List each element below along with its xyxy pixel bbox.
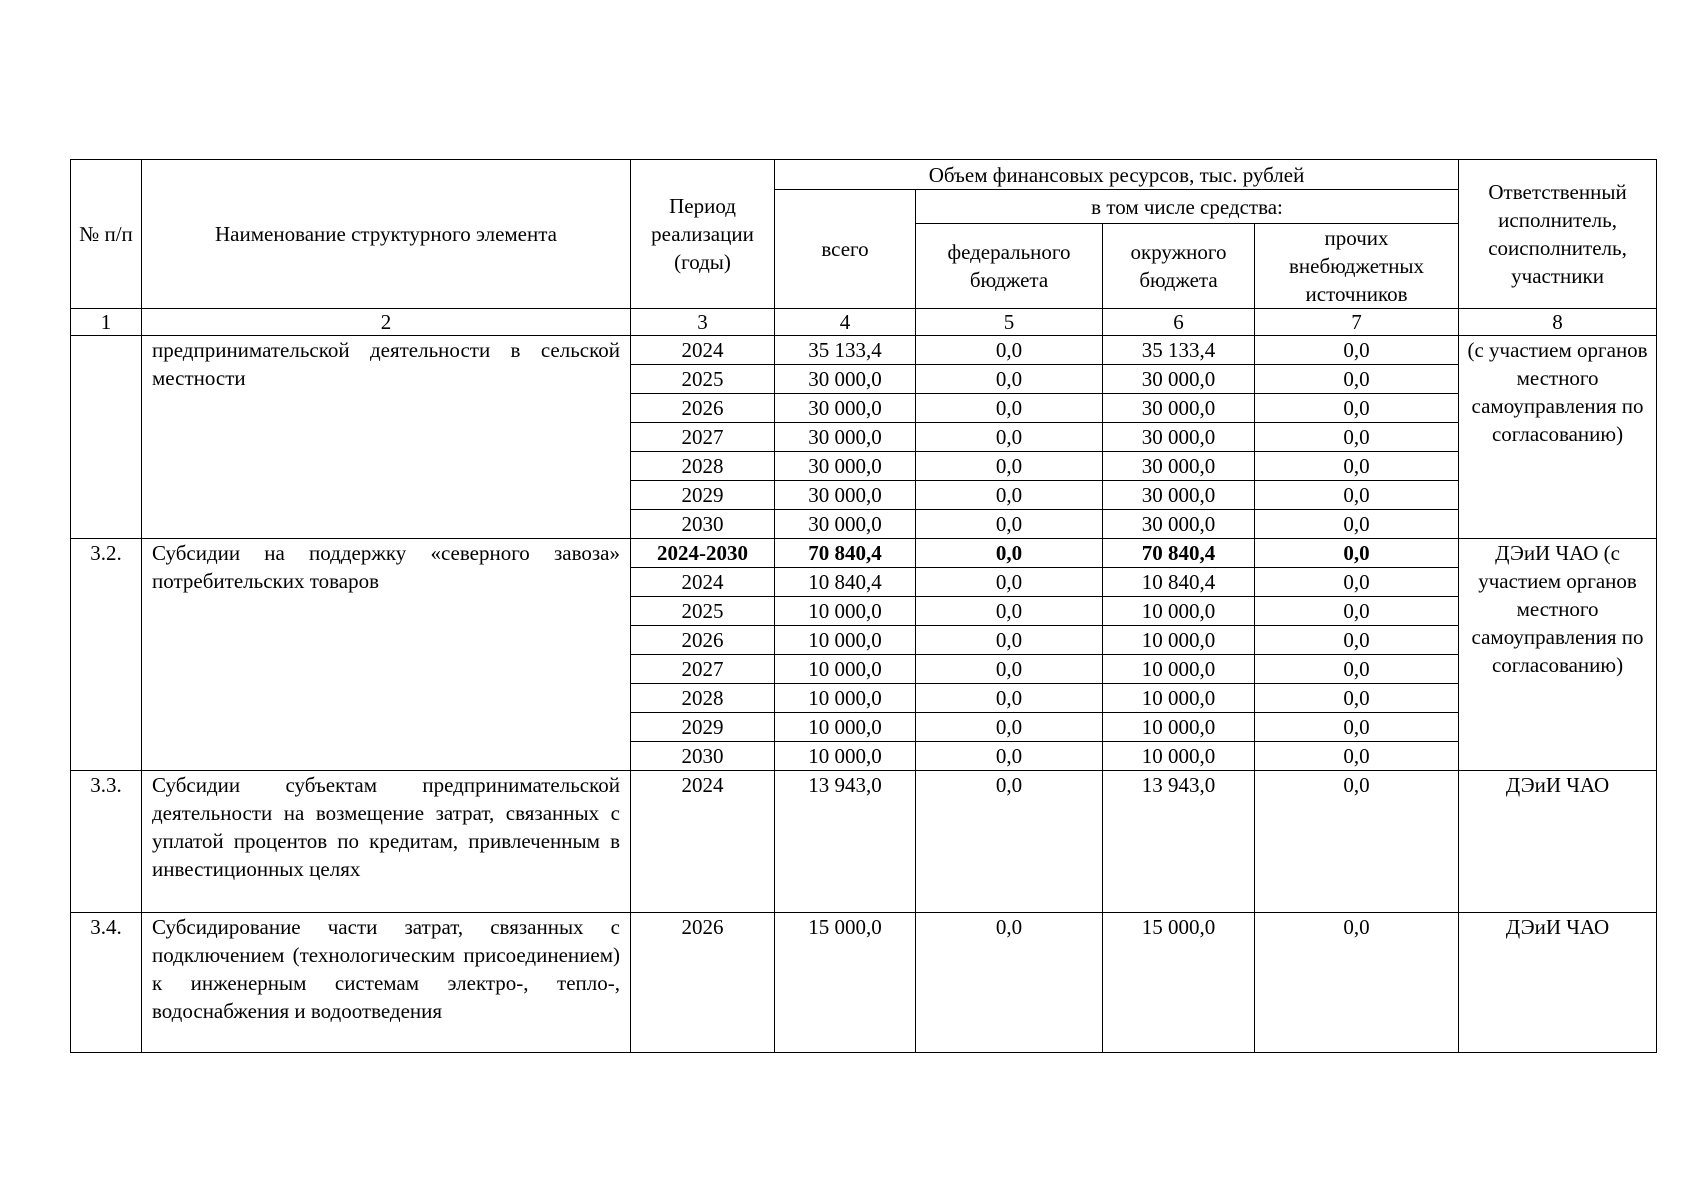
header-name: Наименование структурного элемента	[142, 160, 631, 309]
cell-federal: 0,0	[916, 684, 1103, 713]
cell-district: 30 000,0	[1103, 394, 1255, 423]
cell-other: 0,0	[1255, 655, 1459, 684]
cell-federal: 0,0	[916, 742, 1103, 771]
column-number: 6	[1103, 309, 1255, 336]
cell-other: 0,0	[1255, 423, 1459, 452]
cell-district: 10 840,4	[1103, 568, 1255, 597]
cell-federal: 0,0	[916, 655, 1103, 684]
cell-other: 0,0	[1255, 481, 1459, 510]
cell-period: 2026	[631, 913, 775, 1053]
header-total: всего	[775, 190, 916, 309]
column-number: 4	[775, 309, 916, 336]
cell-district: 10 000,0	[1103, 684, 1255, 713]
cell-other: 0,0	[1255, 713, 1459, 742]
element-name: Субсидирование части затрат, связанных с подключением (технологическим присоединением) к инженерным системам электро-, тепло-, водоснабжения и водоотведения	[142, 913, 631, 1053]
table-body	[71, 336, 1657, 1053]
column-number: 5	[916, 309, 1103, 336]
cell-district: 10 000,0	[1103, 626, 1255, 655]
cell-total: 10 000,0	[775, 597, 916, 626]
cell-district: 30 000,0	[1103, 365, 1255, 394]
cell-period: 2026	[631, 626, 775, 655]
column-number: 2	[142, 309, 631, 336]
cell-period: 2024	[631, 568, 775, 597]
row-number: 3.2.	[71, 539, 142, 771]
cell-district: 30 000,0	[1103, 423, 1255, 452]
responsible-executor: ДЭиИ ЧАО	[1459, 771, 1657, 913]
header-federal: федерального бюджета	[916, 224, 1103, 309]
element-name: предпринимательской деятельности в сельской местности	[142, 336, 631, 539]
cell-total: 10 000,0	[775, 626, 916, 655]
cell-federal: 0,0	[916, 771, 1103, 913]
cell-district: 10 000,0	[1103, 713, 1255, 742]
responsible-executor: ДЭиИ ЧАО	[1459, 913, 1657, 1053]
cell-federal: 0,0	[916, 510, 1103, 539]
row-number: 3.3.	[71, 771, 142, 913]
cell-period: 2030	[631, 510, 775, 539]
cell-total: 30 000,0	[775, 423, 916, 452]
cell-federal: 0,0	[916, 913, 1103, 1053]
cell-federal: 0,0	[916, 713, 1103, 742]
cell-district: 13 943,0	[1103, 771, 1255, 913]
cell-federal: 0,0	[916, 597, 1103, 626]
header-responsible: Ответственный исполнитель, соисполнитель, участники	[1459, 160, 1657, 309]
cell-other: 0,0	[1255, 365, 1459, 394]
cell-district: 30 000,0	[1103, 452, 1255, 481]
cell-total: 30 000,0	[775, 365, 916, 394]
cell-period: 2026	[631, 394, 775, 423]
cell-total: 10 000,0	[775, 684, 916, 713]
responsible-executor: ДЭиИ ЧАО (с участием органов местного самоуправления по согласованию)	[1459, 539, 1657, 771]
header-num: № п/п	[71, 160, 142, 309]
cell-period: 2024	[631, 336, 775, 365]
header-including: в том числе средства:	[916, 190, 1459, 224]
column-number: 1	[71, 309, 142, 336]
table-row	[71, 771, 1657, 913]
cell-other: 0,0	[1255, 452, 1459, 481]
cell-district: 15 000,0	[1103, 913, 1255, 1053]
cell-total: 30 000,0	[775, 452, 916, 481]
column-numbers-row	[71, 309, 1657, 336]
cell-total: 10 000,0	[775, 655, 916, 684]
cell-federal: 0,0	[916, 481, 1103, 510]
cell-other: 0,0	[1255, 771, 1459, 913]
header-period: Период реализации (годы)	[631, 160, 775, 309]
cell-district: 30 000,0	[1103, 481, 1255, 510]
financing-table	[70, 159, 1657, 1053]
cell-period: 2024	[631, 771, 775, 913]
cell-federal: 0,0	[916, 568, 1103, 597]
cell-federal: 0,0	[916, 626, 1103, 655]
cell-other: 0,0	[1255, 539, 1459, 568]
cell-federal: 0,0	[916, 423, 1103, 452]
cell-federal: 0,0	[916, 394, 1103, 423]
cell-federal: 0,0	[916, 539, 1103, 568]
cell-period: 2025	[631, 597, 775, 626]
cell-federal: 0,0	[916, 365, 1103, 394]
cell-other: 0,0	[1255, 336, 1459, 365]
cell-district: 10 000,0	[1103, 655, 1255, 684]
cell-period: 2024-2030	[631, 539, 775, 568]
cell-period: 2027	[631, 423, 775, 452]
cell-total: 30 000,0	[775, 510, 916, 539]
header-volume: Объем финансовых ресурсов, тыс. рублей	[775, 160, 1459, 190]
cell-federal: 0,0	[916, 452, 1103, 481]
cell-other: 0,0	[1255, 742, 1459, 771]
cell-total: 10 000,0	[775, 713, 916, 742]
column-number: 3	[631, 309, 775, 336]
cell-total: 70 840,4	[775, 539, 916, 568]
cell-other: 0,0	[1255, 913, 1459, 1053]
element-name: Субсидии на поддержку «северного завоза» потребительских товаров	[142, 539, 631, 771]
row-number: 3.4.	[71, 913, 142, 1053]
column-number: 7	[1255, 309, 1459, 336]
cell-other: 0,0	[1255, 394, 1459, 423]
cell-district: 70 840,4	[1103, 539, 1255, 568]
cell-other: 0,0	[1255, 684, 1459, 713]
table-header	[71, 160, 1657, 336]
cell-district: 35 133,4	[1103, 336, 1255, 365]
cell-other: 0,0	[1255, 597, 1459, 626]
cell-total: 13 943,0	[775, 771, 916, 913]
cell-period: 2029	[631, 481, 775, 510]
column-number: 8	[1459, 309, 1657, 336]
cell-period: 2029	[631, 713, 775, 742]
table-row	[71, 336, 1657, 365]
row-number	[71, 336, 142, 539]
cell-total: 15 000,0	[775, 913, 916, 1053]
cell-period: 2025	[631, 365, 775, 394]
cell-district: 30 000,0	[1103, 510, 1255, 539]
cell-period: 2028	[631, 684, 775, 713]
cell-period: 2028	[631, 452, 775, 481]
responsible-executor: (с участием органов местного самоуправления по согласованию)	[1459, 336, 1657, 539]
table-row	[71, 913, 1657, 1053]
cell-other: 0,0	[1255, 626, 1459, 655]
cell-total: 30 000,0	[775, 481, 916, 510]
header-district: окружного бюджета	[1103, 224, 1255, 309]
element-name: Субсидии субъектам предпринимательской деятельности на возмещение затрат, связанных с уплатой процентов по кредитам, привлеченным в инвестиционных целях	[142, 771, 631, 913]
cell-total: 35 133,4	[775, 336, 916, 365]
table-row	[71, 539, 1657, 568]
cell-total: 30 000,0	[775, 394, 916, 423]
cell-total: 10 000,0	[775, 742, 916, 771]
cell-district: 10 000,0	[1103, 742, 1255, 771]
cell-period: 2027	[631, 655, 775, 684]
cell-total: 10 840,4	[775, 568, 916, 597]
cell-other: 0,0	[1255, 568, 1459, 597]
cell-federal: 0,0	[916, 336, 1103, 365]
cell-period: 2030	[631, 742, 775, 771]
cell-district: 10 000,0	[1103, 597, 1255, 626]
header-other: прочих внебюджетных источников	[1255, 224, 1459, 309]
cell-other: 0,0	[1255, 510, 1459, 539]
